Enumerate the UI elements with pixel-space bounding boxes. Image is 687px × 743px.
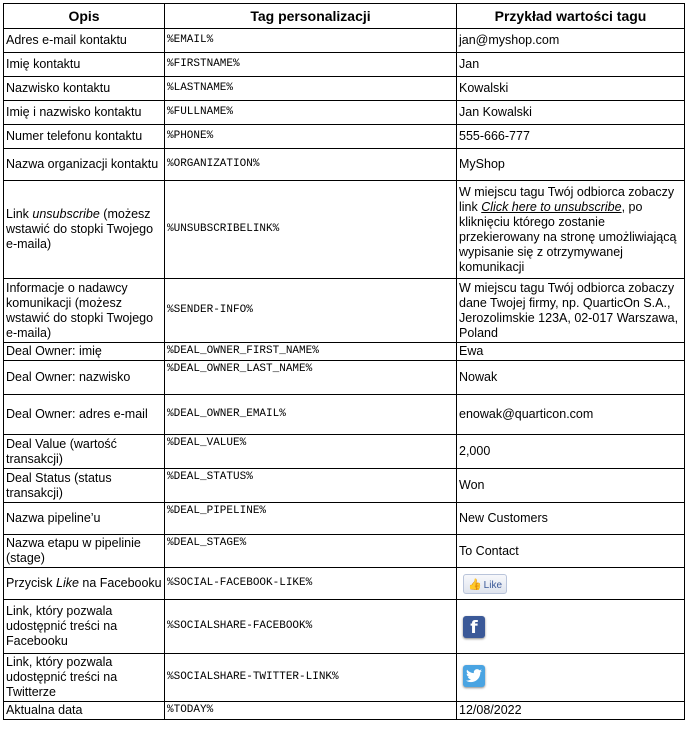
row-tag: %FULLNAME%	[165, 101, 457, 125]
row-example: MyShop	[457, 149, 685, 181]
row-desc: Deal Value (wartość transakcji)	[4, 435, 165, 469]
row-tag: %LASTNAME%	[165, 77, 457, 101]
row-desc: Nazwa etapu w pipelinie (stage)	[4, 535, 165, 568]
row-tag: %PHONE%	[165, 125, 457, 149]
table-row	[4, 395, 685, 435]
row-desc: Deal Owner: nazwisko	[4, 361, 165, 395]
table-row	[4, 29, 685, 53]
row-tag: %SENDER-INFO%	[165, 279, 457, 343]
header-opis: Opis	[4, 4, 165, 29]
header-tag: Tag personalizacji	[165, 4, 457, 29]
table-row	[4, 125, 685, 149]
twitter-bird-icon[interactable]	[463, 665, 485, 687]
row-example	[457, 654, 685, 702]
row-desc: Adres e-mail kontaktu	[4, 29, 165, 53]
row-desc: Link, który pozwala udostępnić treści na Twitterze	[4, 654, 165, 702]
row-tag: %DEAL_STAGE%	[165, 535, 457, 568]
table-row	[4, 435, 685, 469]
table-row	[4, 503, 685, 535]
row-tag: %DEAL_OWNER_FIRST_NAME%	[165, 343, 457, 361]
header-row	[4, 4, 685, 29]
row-desc: Nazwisko kontaktu	[4, 77, 165, 101]
facebook-like-button[interactable]	[463, 574, 507, 594]
row-example: enowak@quarticon.com	[457, 395, 685, 435]
personalization-tags-table	[3, 3, 685, 720]
row-tag: %FIRSTNAME%	[165, 53, 457, 77]
row-tag: %SOCIALSHARE-FACEBOOK%	[165, 600, 457, 654]
thumbs-up-icon: 👍	[467, 578, 482, 591]
row-tag: %SOCIAL-FACEBOOK-LIKE%	[165, 568, 457, 600]
row-desc: Imię i nazwisko kontaktu	[4, 101, 165, 125]
row-desc: Link, który pozwala udostępnić treści na Facebooku	[4, 600, 165, 654]
table-row	[4, 600, 685, 654]
row-example	[457, 568, 685, 600]
row-desc: Numer telefonu kontaktu	[4, 125, 165, 149]
table-row	[4, 343, 685, 361]
example-text: , po kliknięciu którego zostanie przekierowany na stronę umożliwiającą wypisanie się z otrzymywanej komunikacji	[459, 199, 677, 274]
row-example: jan@myshop.com	[457, 29, 685, 53]
desc-emphasis: Like	[56, 576, 79, 590]
table-row	[4, 101, 685, 125]
row-example	[457, 600, 685, 654]
row-desc: Deal Owner: imię	[4, 343, 165, 361]
row-tag: %ORGANIZATION%	[165, 149, 457, 181]
row-example: Ewa	[457, 343, 685, 361]
row-desc: Deal Status (status transakcji)	[4, 469, 165, 503]
row-example: 12/08/2022	[457, 702, 685, 720]
example-text: W miejscu tagu Twój odbiorca zobaczy link	[459, 184, 675, 214]
row-desc: Informacje o nadawcy komunikacji (możesz wstawić do stopki Twojego e-maila)	[4, 279, 165, 343]
unsubscribe-link[interactable]: Click here to unsubscribe	[481, 199, 622, 214]
desc-text: (możesz wstawić do stopki Twojego e-maila)	[6, 207, 154, 251]
table-row	[4, 654, 685, 702]
row-tag: %DEAL_OWNER_EMAIL%	[165, 395, 457, 435]
facebook-icon[interactable]: f	[463, 616, 485, 638]
row-tag: %SOCIALSHARE-TWITTER-LINK%	[165, 654, 457, 702]
header-example: Przykład wartości tagu	[457, 4, 685, 29]
row-example: Won	[457, 469, 685, 503]
row-example: Kowalski	[457, 77, 685, 101]
table-row	[4, 149, 685, 181]
table-row	[4, 469, 685, 503]
row-desc	[4, 181, 165, 279]
table-row	[4, 535, 685, 568]
row-example: 2,000	[457, 435, 685, 469]
desc-text: na Facebooku	[78, 576, 162, 590]
row-tag: %DEAL_STATUS%	[165, 469, 457, 503]
row-tag: %EMAIL%	[165, 29, 457, 53]
desc-text: Link	[6, 207, 33, 221]
row-desc: Nazwa organizacji kontaktu	[4, 149, 165, 181]
row-desc: Aktualna data	[4, 702, 165, 720]
table-row	[4, 361, 685, 395]
row-tag: %DEAL_OWNER_LAST_NAME%	[165, 361, 457, 395]
table-row	[4, 568, 685, 600]
table-row	[4, 279, 685, 343]
desc-text: Przycisk	[6, 576, 56, 590]
row-tag: %UNSUBSCRIBELINK%	[165, 181, 457, 279]
row-tag: %TODAY%	[165, 702, 457, 720]
row-example: Nowak	[457, 361, 685, 395]
table-row	[4, 53, 685, 77]
row-example: Jan	[457, 53, 685, 77]
row-example: Jan Kowalski	[457, 101, 685, 125]
row-example: New Customers	[457, 503, 685, 535]
row-desc: Deal Owner: adres e-mail	[4, 395, 165, 435]
table-row	[4, 702, 685, 720]
row-desc: Imię kontaktu	[4, 53, 165, 77]
row-example: To Contact	[457, 535, 685, 568]
table-row	[4, 181, 685, 279]
row-example	[457, 181, 685, 279]
row-tag: %DEAL_PIPELINE%	[165, 503, 457, 535]
row-example: 555-666-777	[457, 125, 685, 149]
desc-emphasis: unsubscribe	[32, 207, 100, 221]
row-desc: Nazwa pipeline’u	[4, 503, 165, 535]
table-row	[4, 77, 685, 101]
row-example: W miejscu tagu Twój odbiorca zobaczy dane Twojej firmy, np. QuarticOn S.A., Jerozolimskie 123A, 02-017 Warszawa, Poland	[457, 279, 685, 343]
like-label: Like	[483, 579, 503, 591]
row-tag: %DEAL_VALUE%	[165, 435, 457, 469]
row-desc	[4, 568, 165, 600]
